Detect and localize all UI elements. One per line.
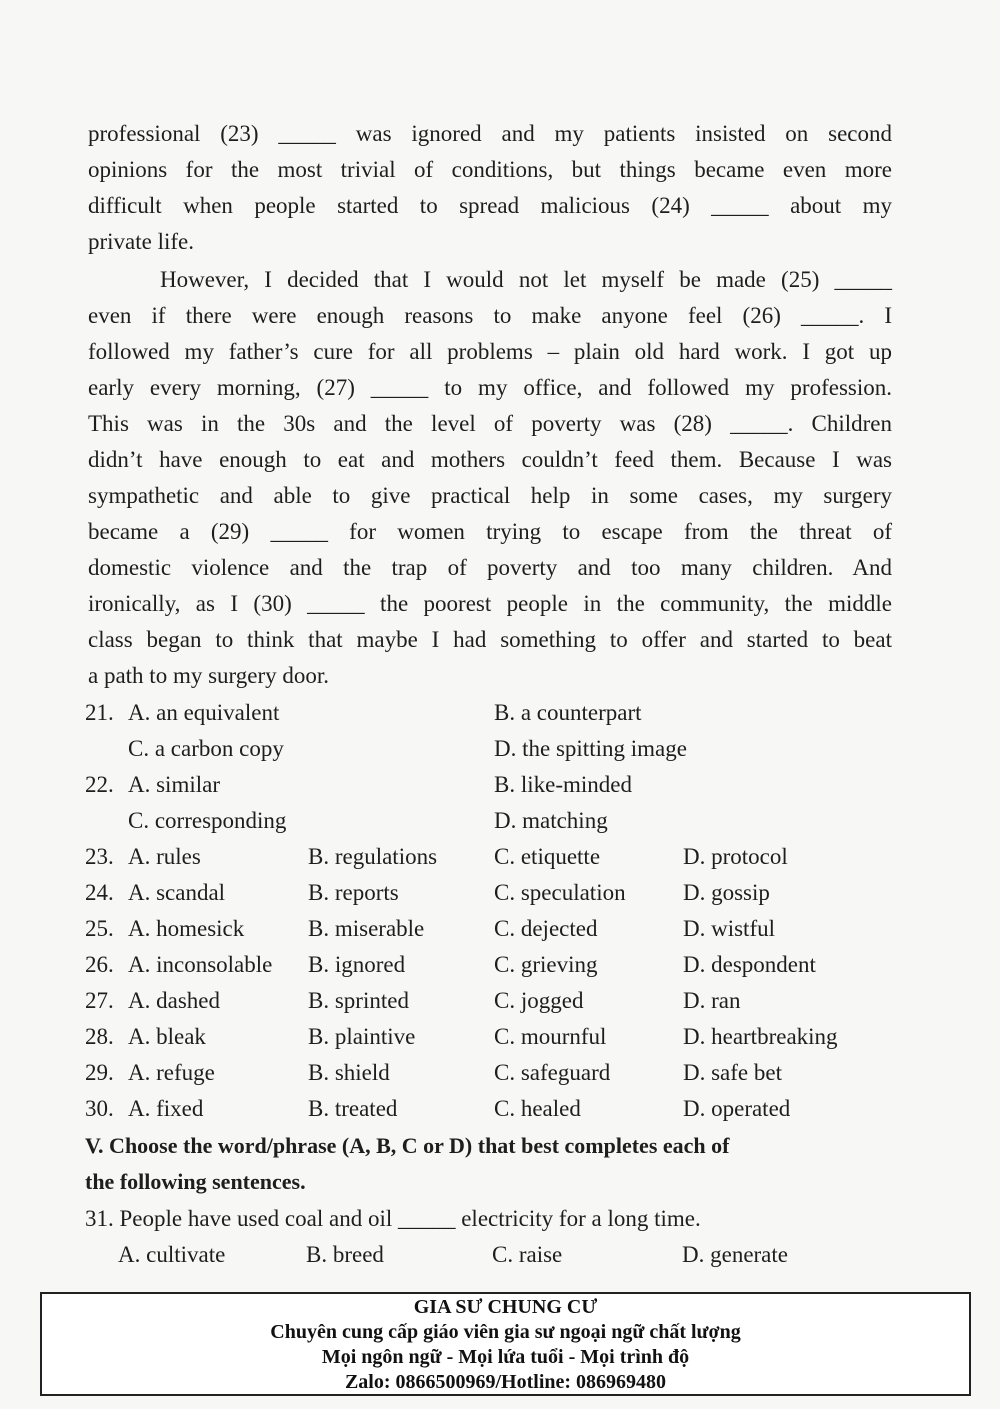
option-b: B. plaintive [308,1024,416,1049]
option-a: A. rules [128,844,201,869]
option-d: D. heartbreaking [683,1024,838,1049]
option-a: A. similar [128,772,220,797]
passage-line: didn’t have enough to eat and mothers couldn’t feed them. Because I was [88,447,892,472]
question-number: 25. [85,916,114,941]
passage-line: early every morning, (27) _____ to my office, and followed my profession. [88,375,892,400]
option-a: A. dashed [128,988,220,1013]
option-c: C. healed [494,1096,581,1121]
option-b: B. treated [308,1096,398,1121]
passage-line: a path to my surgery door. [88,663,330,688]
question-stem: 31. People have used coal and oil _____ electricity for a long time. [85,1206,701,1231]
option-d: D. gossip [683,880,770,905]
option-d: D. the spitting image [494,736,687,761]
option-a: A. an equivalent [128,700,280,725]
passage-line: class began to think that maybe I had something to offer and started to beat [88,627,892,652]
option-d: D. matching [494,808,608,833]
passage-line: This was in the 30s and the level of poverty was (28) _____. Children [88,411,892,436]
footer-advert-box [40,1292,971,1396]
passage-line: difficult when people started to spread malicious (24) _____ about my [88,193,892,218]
passage-line: professional (23) _____ was ignored and my patients insisted on second [88,121,892,146]
passage-paragraph-1 [88,116,892,260]
section-heading-continued: the following sentences. [85,1169,306,1194]
question-number: 22. [85,772,114,797]
footer-brand: GIA SƯ CHUNG CƯ [413,1296,598,1318]
question-number: 23. [85,844,114,869]
option-a: A. inconsolable [128,952,273,977]
option-c: C. speculation [494,880,626,905]
passage-line: opinions for the most trivial of conditions, but things became even more [88,157,892,182]
passage-line: sympathetic and able to give practical help in some cases, my surgery [88,483,892,508]
option-b: B. ignored [308,952,406,977]
option-d: D. despondent [683,952,816,977]
option-b: B. reports [308,880,399,905]
question-number: 30. [85,1096,114,1121]
question-number: 26. [85,952,114,977]
option-c: C. dejected [494,916,598,941]
passage-line: became a (29) _____ for women trying to escape from the threat of [88,519,892,544]
option-d: D. wistful [683,916,775,941]
passage-line: followed my father’s cure for all problems – plain old hard work. I got up [88,339,892,364]
passage-paragraph-2 [88,262,892,694]
option-a: A. cultivate [118,1242,226,1267]
option-d: D. generate [682,1242,788,1267]
option-a: A. fixed [128,1096,204,1121]
option-c: C. jogged [494,988,584,1013]
option-c: C. grieving [494,952,598,977]
question-number: 27. [85,988,114,1013]
question-number: 24. [85,880,114,905]
option-b: B. miserable [308,916,425,941]
option-b: B. sprinted [308,988,409,1013]
option-a: A. scandal [128,880,226,905]
option-b: B. shield [308,1060,390,1085]
option-c: C. etiquette [494,844,601,869]
option-b: B. breed [306,1242,384,1267]
option-d: D. protocol [683,844,788,869]
question-number: 21. [85,700,114,725]
option-b: B. regulations [308,844,438,869]
option-a: A. bleak [128,1024,206,1049]
question-number: 29. [85,1060,114,1085]
option-d: D. safe bet [683,1060,782,1085]
option-d: D. ran [683,988,741,1013]
option-c: C. safeguard [494,1060,611,1085]
footer-slogan: Mọi ngôn ngữ - Mọi lứa tuổi - Mọi trình độ [321,1346,690,1368]
passage-line: private life. [88,229,195,254]
option-b: B. like-minded [494,772,632,797]
question-number: 28. [85,1024,114,1049]
option-c: C. mournful [494,1024,607,1049]
option-a: A. refuge [128,1060,215,1085]
passage-line: domestic violence and the trap of poverty and too many children. And [88,555,892,580]
option-c: C. raise [492,1242,563,1267]
option-c: C. a carbon copy [128,736,284,761]
passage-line: ironically, as I (30) _____ the poorest people in the community, the middle [88,591,892,616]
footer-tagline: Chuyên cung cấp giáo viên gia sư ngoại ngữ chất lượng [270,1321,741,1343]
section-heading: V. Choose the word/phrase (A, B, C or D) that best completes each of [85,1133,730,1158]
option-b: B. a counterpart [494,700,642,725]
option-d: D. operated [683,1096,791,1121]
passage-line: even if there were enough reasons to make anyone feel (26) _____. I [88,303,892,328]
footer-contact: Zalo: 0866500969/Hotline: 086969480 [344,1371,667,1393]
option-a: A. homesick [128,916,245,941]
passage-line: However, I decided that I would not let myself be made (25) _____ [160,267,892,292]
option-c: C. corresponding [128,808,287,833]
